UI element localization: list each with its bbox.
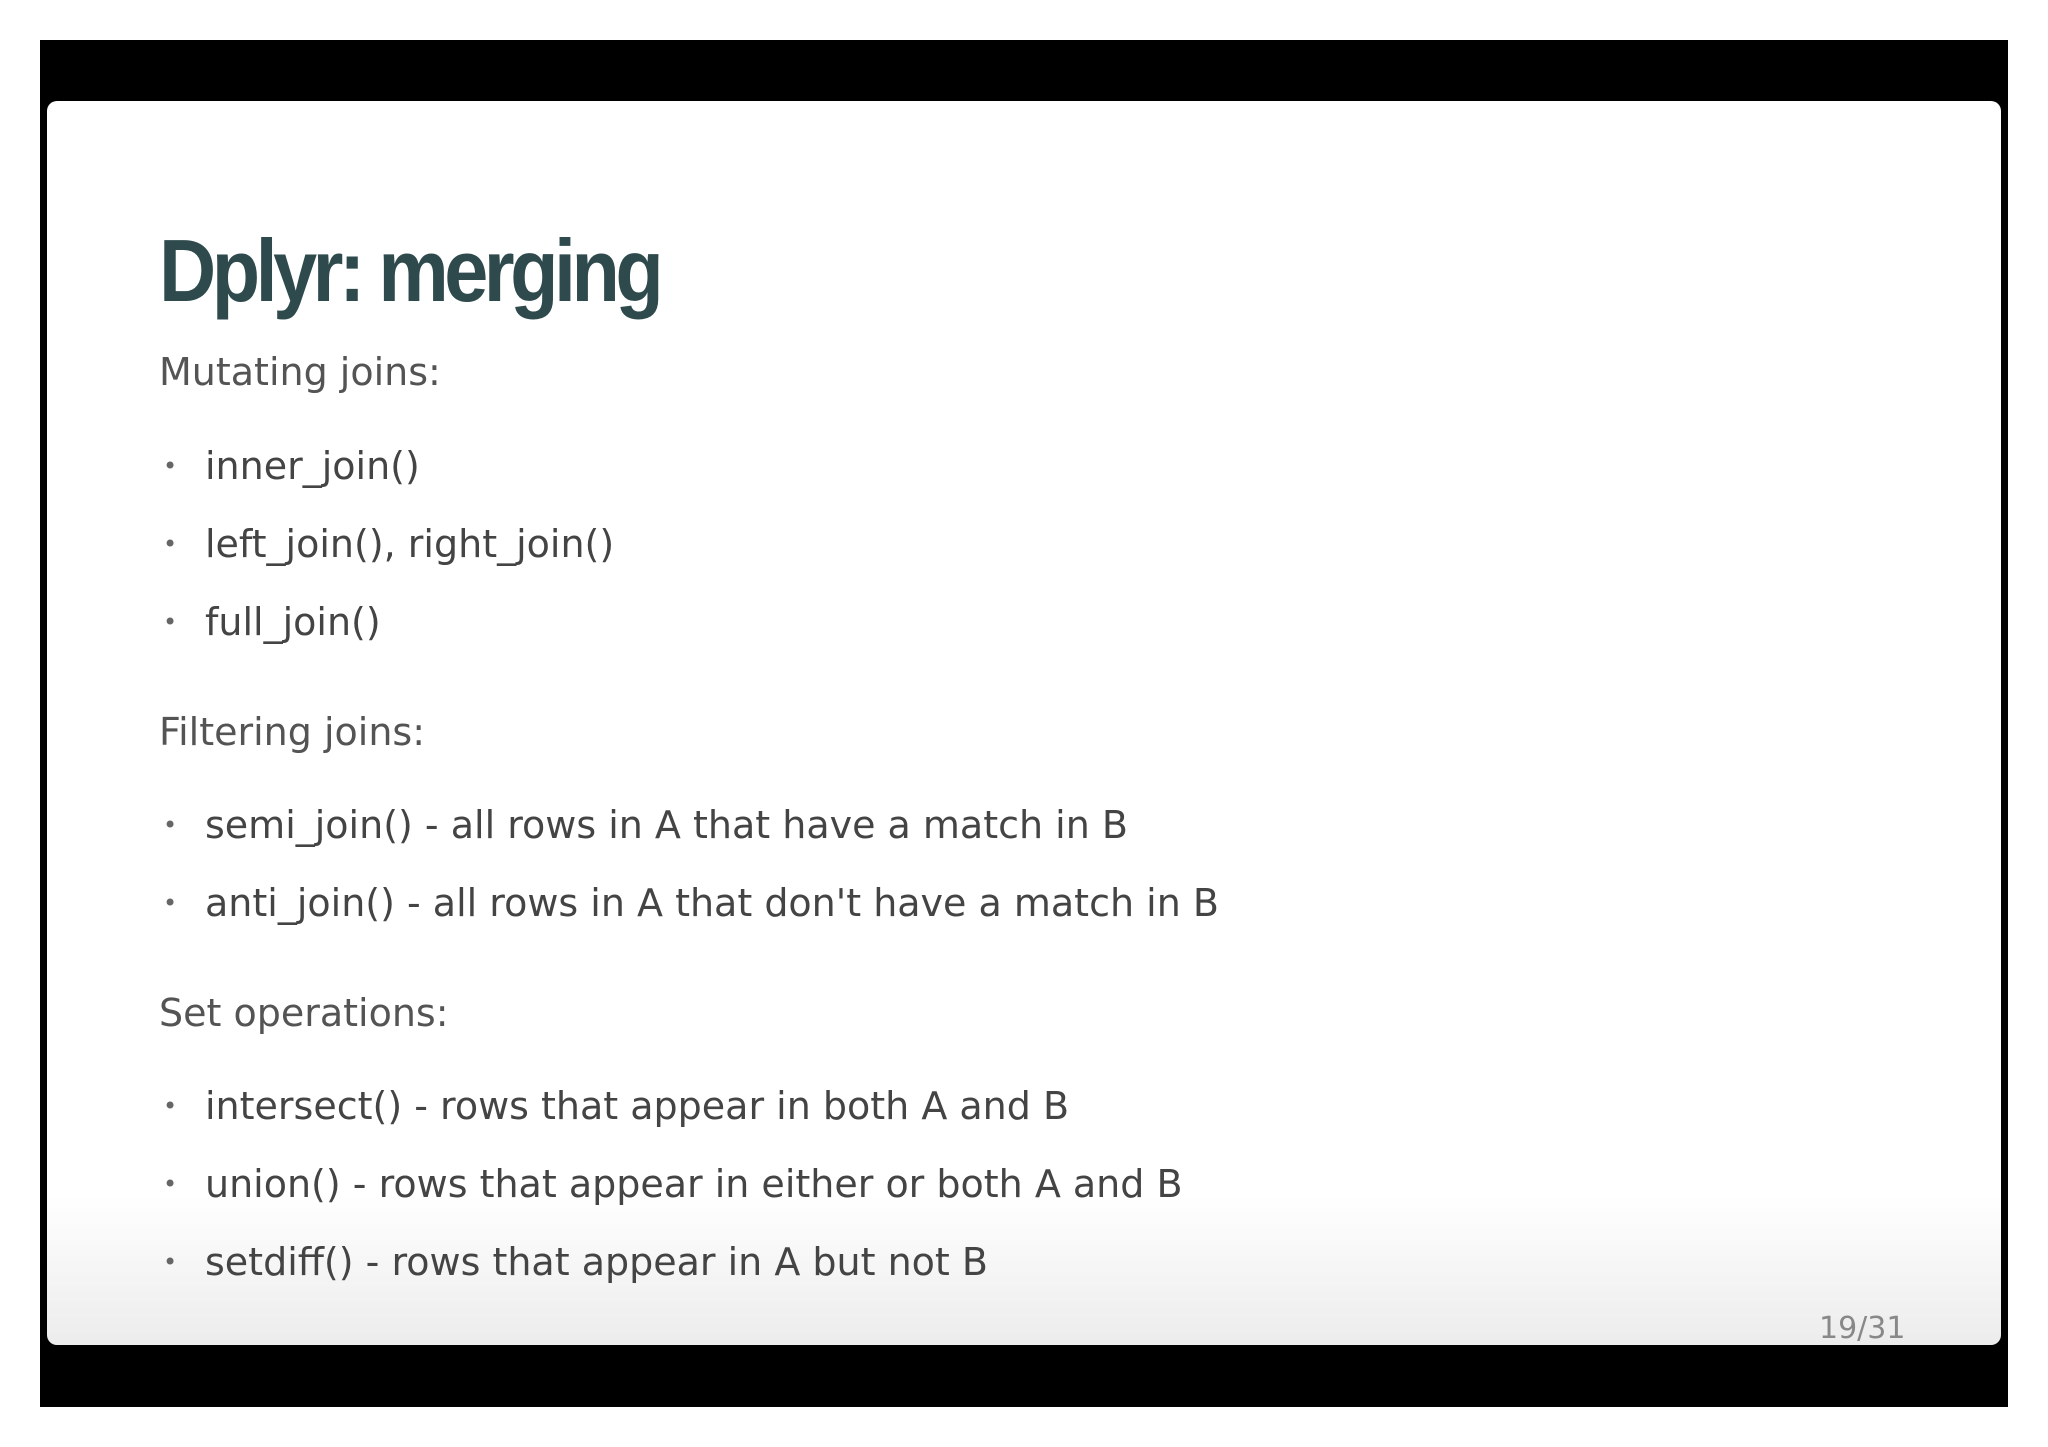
list-item-text: inner_join(): [205, 444, 420, 488]
list-item-text: union() - rows that appear in either or both A and B: [205, 1162, 1183, 1206]
bullet-icon: •: [163, 608, 178, 636]
bullet-icon: •: [163, 452, 178, 480]
list-item-text: anti_join() - all rows in A that don't have a match in B: [205, 881, 1219, 925]
list-item-text: full_join(): [205, 600, 381, 644]
list-item: [163, 522, 615, 566]
presentation-slide: [47, 101, 2001, 1345]
list-item: [163, 1240, 988, 1284]
list-item: [163, 1084, 1070, 1128]
list-item: [163, 881, 1219, 925]
section-heading-set-operations: Set operations:: [159, 991, 449, 1035]
bullet-icon: •: [163, 530, 178, 558]
video-frame: [40, 40, 2008, 1407]
list-item-text: semi_join() - all rows in A that have a match in B: [205, 803, 1128, 847]
bullet-icon: •: [163, 811, 178, 839]
list-item-text: intersect() - rows that appear in both A and B: [205, 1084, 1070, 1128]
list-item: [163, 600, 381, 644]
bullet-icon: •: [163, 1092, 178, 1120]
list-item: [163, 1162, 1183, 1206]
list-item: [163, 444, 420, 488]
slide-title: Dplyr: merging: [159, 221, 660, 320]
section-heading-mutating-joins: Mutating joins:: [159, 350, 441, 394]
list-item-text: left_join(), right_join(): [205, 522, 615, 566]
bullet-icon: •: [163, 889, 178, 917]
bullet-icon: •: [163, 1170, 178, 1198]
bullet-icon: •: [163, 1248, 178, 1276]
section-heading-filtering-joins: Filtering joins:: [159, 710, 425, 754]
list-item: [163, 803, 1128, 847]
list-item-text: setdiff() - rows that appear in A but not B: [205, 1240, 988, 1284]
slide-page-number: 19/31: [1819, 1311, 1906, 1345]
